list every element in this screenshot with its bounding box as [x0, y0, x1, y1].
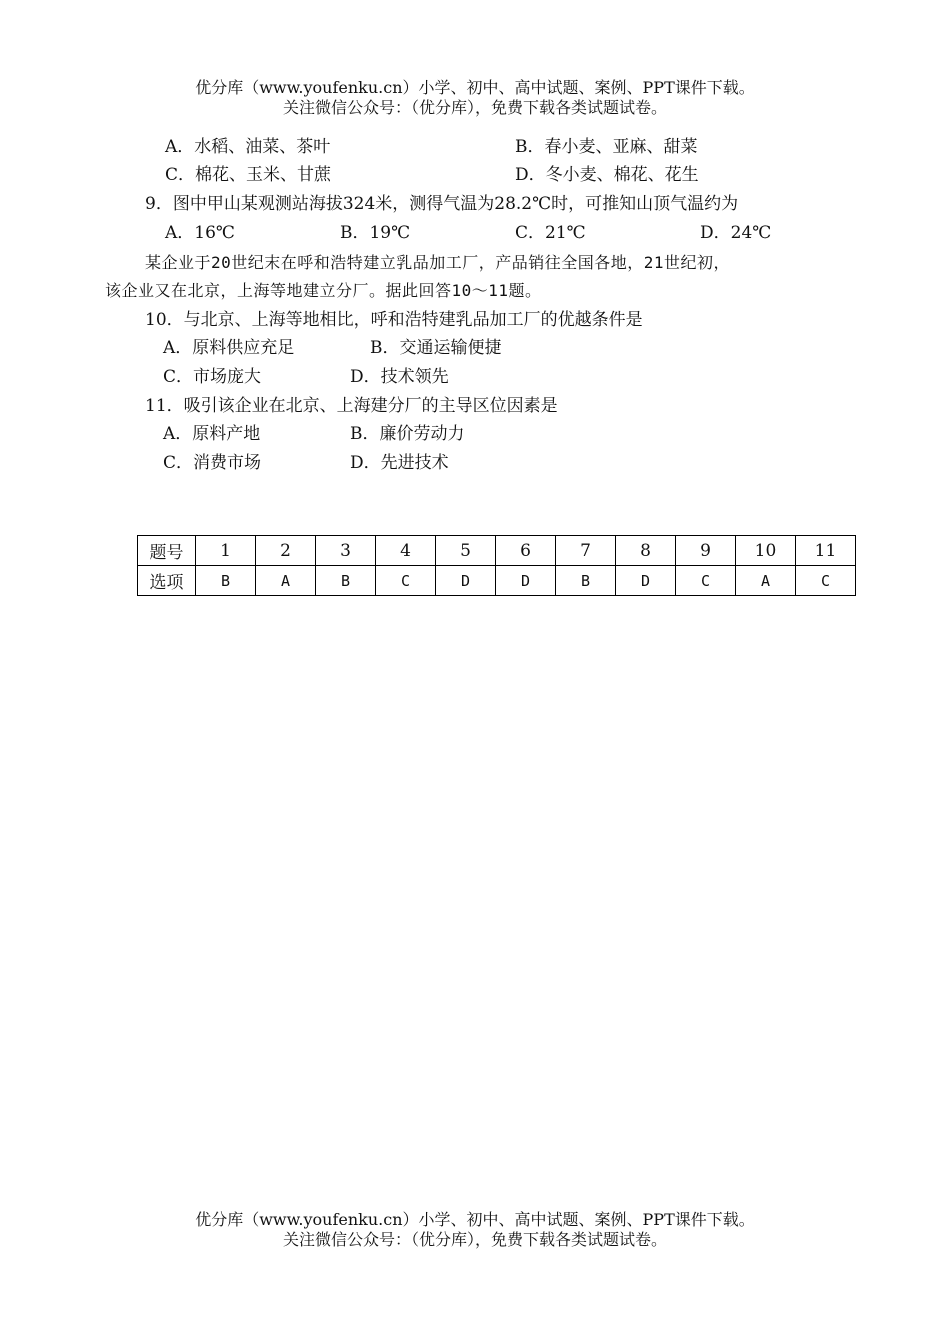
q10-option-b: B．交通运输便捷: [370, 338, 502, 358]
q9-option-a: A．16℃: [165, 223, 235, 243]
q8-option-d: D．冬小麦、棉花、花生: [515, 165, 699, 185]
table-answer-cell: C: [676, 566, 736, 596]
q8-option-b: B．春小麦、亚麻、甜菜: [515, 137, 698, 157]
q11-option-c: C．消费市场: [163, 453, 262, 473]
table-number-cell: 2: [256, 536, 316, 566]
table-number-cell: 10: [736, 536, 796, 566]
q10-option-a: A．原料供应充足: [163, 338, 295, 358]
table-header-number: 题号: [138, 536, 196, 566]
passage-line-2: 该企业又在北京，上海等地建立分厂。据此回答10～11题。: [105, 281, 542, 300]
table-number-cell: 11: [796, 536, 856, 566]
table-number-cell: 9: [676, 536, 736, 566]
table-number-cell: 4: [376, 536, 436, 566]
table-number-cell: 5: [436, 536, 496, 566]
q11-option-b: B．廉价劳动力: [350, 424, 465, 444]
q11-option-a: A．原料产地: [163, 424, 261, 444]
table-header-answer: 选项: [138, 566, 196, 596]
answer-table: [137, 535, 856, 596]
table-number-cell: 3: [316, 536, 376, 566]
table-answer-cell: B: [196, 566, 256, 596]
answer-table-number-row: [138, 536, 856, 566]
q9-option-d: D．24℃: [700, 223, 772, 243]
table-number-cell: 1: [196, 536, 256, 566]
table-answer-cell: A: [256, 566, 316, 596]
q11-stem: 11．吸引该企业在北京、上海建分厂的主导区位因素是: [145, 396, 558, 416]
footer-line-1: 优分库（www.youfenku.cn）小学、初中、高中试题、案例、PPT课件下载。: [195, 1210, 755, 1229]
table-answer-cell: C: [376, 566, 436, 596]
q9-option-b: B．19℃: [340, 223, 411, 243]
table-answer-cell: A: [736, 566, 796, 596]
q10-stem: 10．与北京、上海等地相比，呼和浩特建乳品加工厂的优越条件是: [145, 310, 643, 330]
header-line-2: 关注微信公众号：（优分库），免费下载各类试题试卷。: [282, 98, 667, 117]
table-answer-cell: D: [496, 566, 556, 596]
table-answer-cell: B: [316, 566, 376, 596]
answer-table-answer-row: [138, 566, 856, 596]
table-number-cell: 7: [556, 536, 616, 566]
q8-option-c: C．棉花、玉米、甘蔗: [165, 165, 332, 185]
q11-option-d: D．先进技术: [350, 453, 449, 473]
header-line-1: 优分库（www.youfenku.cn）小学、初中、高中试题、案例、PPT课件下载。: [195, 78, 755, 97]
q10-option-d: D．技术领先: [350, 367, 449, 387]
table-answer-cell: D: [436, 566, 496, 596]
passage-line-1: 某企业于20世纪末在呼和浩特建立乳品加工厂，产品销往全国各地，21世纪初，: [145, 253, 731, 272]
q8-option-a: A．水稻、油菜、茶叶: [165, 137, 331, 157]
q10-option-c: C．市场庞大: [163, 367, 262, 387]
table-number-cell: 8: [616, 536, 676, 566]
table-answer-cell: C: [796, 566, 856, 596]
q9-stem: 9．图中甲山某观测站海拔324米，测得气温为28.2℃时，可推知山顶气温约为: [145, 194, 739, 214]
footer-line-2: 关注微信公众号：（优分库），免费下载各类试题试卷。: [282, 1230, 667, 1249]
table-answer-cell: D: [616, 566, 676, 596]
table-number-cell: 6: [496, 536, 556, 566]
table-answer-cell: B: [556, 566, 616, 596]
q9-option-c: C．21℃: [515, 223, 586, 243]
